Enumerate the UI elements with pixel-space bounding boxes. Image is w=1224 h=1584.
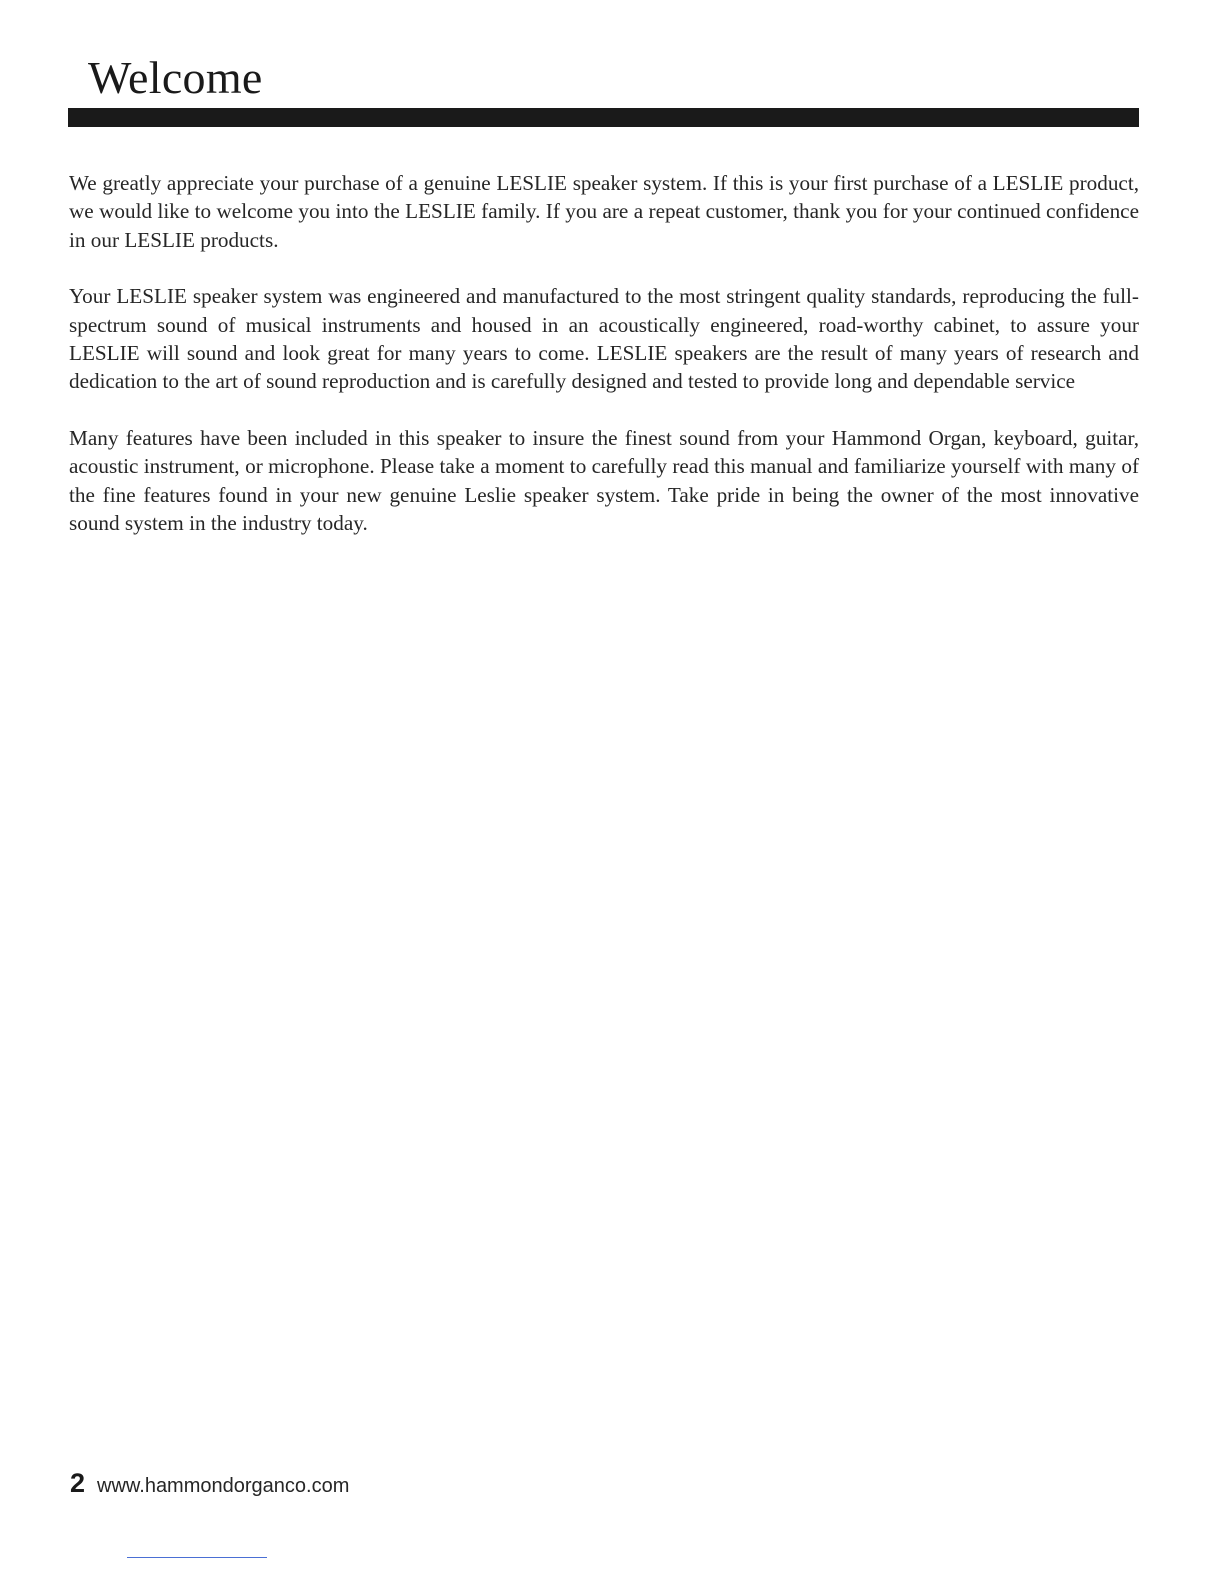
link-underline <box>127 1557 267 1558</box>
page-number: 2 <box>70 1468 86 1498</box>
page-footer <box>70 1468 349 1502</box>
page-title: Welcome <box>88 52 263 103</box>
paragraph-welcome: We greatly appreciate your purchase of a genuine LESLIE speaker system. If this is your first purchase of a LESLIE product, we would like to welcome you into the LESLIE family. If you are a repeat customer, thank you for your continued confidence in our LESLIE products. <box>69 171 1139 252</box>
title-underline-bar <box>68 108 1139 127</box>
website-link[interactable]: www.hammondorganco.com <box>97 1475 350 1497</box>
body-text <box>69 169 1139 565</box>
paragraph-features: Many features have been included in this speaker to insure the finest sound from your Hammond Organ, keyboard, guitar, acoustic instrument, or microphone. Please take a moment to carefully read this manual and familiarize yourself with many of the fine features found in your new genuine Leslie speaker system. Take pride in being the owner of the most innovative sound system in the industry today. <box>69 425 1139 536</box>
paragraph-engineering: Your LESLIE speaker system was engineered and manufactured to the most stringent quality standards, reproducing the full-spectrum sound of musical instruments and housed in an acoustically engineered, road-worthy cabinet, to assure your LESLIE will sound and look great for many years to come. LESLIE speakers are the result of many years of research and dedication to the art of sound reproduction and is carefully designed and tested to provide long and dependable service <box>69 284 1139 394</box>
